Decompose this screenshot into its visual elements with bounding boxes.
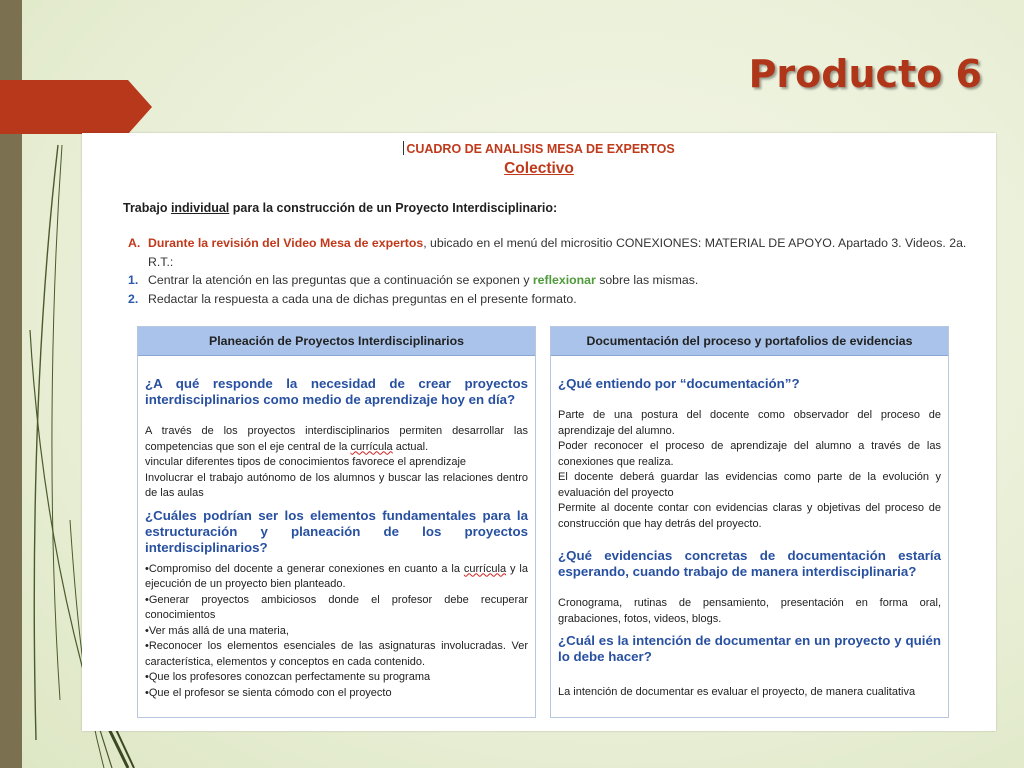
left-answer-1-line2: vincular diferentes tipos de conocimientos favorece el aprendizaje <box>145 456 467 468</box>
step-marker: 2. <box>128 291 139 306</box>
spellcheck-word: currícula <box>350 440 393 453</box>
left-question-2: ¿Cuáles podrían ser los elementos fundamentales para la estructuración y planeación de los proyectos interdisciplinarios? <box>145 507 528 555</box>
right-answer-3: La intención de documentar es evaluar el proyecto, de manera cualitativa <box>558 686 916 698</box>
right-answer-1-p1: Parte de una postura del docente como observador del proceso de aprendizaje del alumno. <box>558 409 941 437</box>
left-answer-1-line3: Involucrar el trabajo autónomo de los alumnos y buscar las relaciones dentro de las aulas <box>145 471 528 499</box>
step-a <box>128 234 968 271</box>
instruction-pre: Trabajo <box>123 201 171 215</box>
document-subtitle: Colectivo <box>504 160 574 177</box>
step-1-text-before: Centrar la atención en las preguntas que a continuación se exponen y <box>148 273 533 287</box>
left-answer-1-line1: A través de los proyectos interdisciplinarios permiten desarrollar las competencias que son el eje central de la <box>145 425 528 453</box>
left-answer-1 <box>145 424 528 502</box>
step-marker: A. <box>128 236 141 250</box>
step-1-highlight: reflexionar <box>532 273 596 287</box>
slide-title: Producto 6 <box>748 52 982 96</box>
left-bullet-5: •Que los profesores conozcan perfectamente su programa <box>145 671 431 683</box>
left-bullet-4: •Reconocer los elementos esenciales de las asignaturas involucradas. Ver característica, elementos y conceptos en cada contenido. <box>145 640 528 668</box>
right-answer-2: Cronograma, rutinas de pensamiento, presentación en forma oral, grabaciones, fotos, videos, blogs. <box>558 597 941 625</box>
steps-list <box>128 234 968 308</box>
instruction-underlined: individual <box>170 201 230 215</box>
step-a-bold: Durante la revisión del Video Mesa de expertos <box>148 236 424 250</box>
left-bullet-1-end: y la ejecución de un proyecto bien planteado. <box>145 562 528 590</box>
right-column-header: Documentación del proceso y portafolios de evidencias <box>551 327 948 356</box>
step-2-text: Redactar la respuesta a cada una de dichas preguntas en el presente formato. <box>148 291 577 306</box>
right-column-box <box>550 326 949 718</box>
right-answer-1 <box>558 408 941 532</box>
left-bullet-3: •Ver más allá de una materia, <box>145 624 289 637</box>
step-2 <box>128 290 968 309</box>
right-answer-1-p3: El docente deberá guardar las evidencias como parte de la evolución y evaluación del proyecto <box>558 471 941 499</box>
right-question-3: ¿Cuál es la intención de documentar en un proyecto y quién lo debe hacer? <box>558 633 941 664</box>
step-a-text: , ubicado en el menú del micrositio CONEXIONES: MATERIAL DE APOYO. Apartado 3. Videos. 2a. R.T.: <box>148 236 967 269</box>
step-1-text-after: sobre las mismas. <box>595 273 699 287</box>
red-arrow-shape <box>0 80 152 134</box>
left-bullet-2: •Generar proyectos ambiciosos donde el profesor debe recuperar conocimientos <box>145 593 528 621</box>
right-question-1: ¿Qué entiendo por “documentación”? <box>558 376 800 391</box>
left-question-1: ¿A qué responde la necesidad de crear proyectos interdisciplinarios como medio de aprendizaje hoy en día? <box>145 376 528 407</box>
left-answer-1-line1-end: actual. <box>392 440 429 453</box>
document-image <box>82 133 996 731</box>
left-column-header: Planeación de Proyectos Interdisciplinarios <box>138 327 535 356</box>
left-column-box <box>137 326 536 718</box>
instruction-post: para la construcción de un Proyecto Interdisciplinario: <box>229 201 558 215</box>
right-question-2: ¿Qué evidencias concretas de documentación estaría esperando, cuando trabajo de manera interdisciplinaria? <box>558 548 941 579</box>
instruction-line <box>123 201 557 215</box>
left-bullet-1: •Compromiso del docente a generar conexiones en cuanto a la <box>145 562 464 575</box>
right-answer-1-p4: Permite al docente contar con evidencias claras y objetivas del proceso de construcción que hay detrás del proyecto. <box>558 502 941 530</box>
right-answer-1-p2: Poder reconocer el proceso de aprendizaje del alumno a través de las conexiones que realiza. <box>558 440 941 468</box>
step-1 <box>128 271 968 290</box>
text-cursor <box>403 141 404 155</box>
left-answer-2 <box>145 562 528 702</box>
document-title <box>82 141 996 156</box>
spellcheck-word: currícula <box>463 562 507 575</box>
document-title-text: CUADRO DE ANALISIS MESA DE EXPERTOS <box>406 142 675 156</box>
left-bullet-6: •Que el profesor se sienta cómodo con el proyecto <box>145 686 392 699</box>
step-marker: 1. <box>128 273 139 287</box>
